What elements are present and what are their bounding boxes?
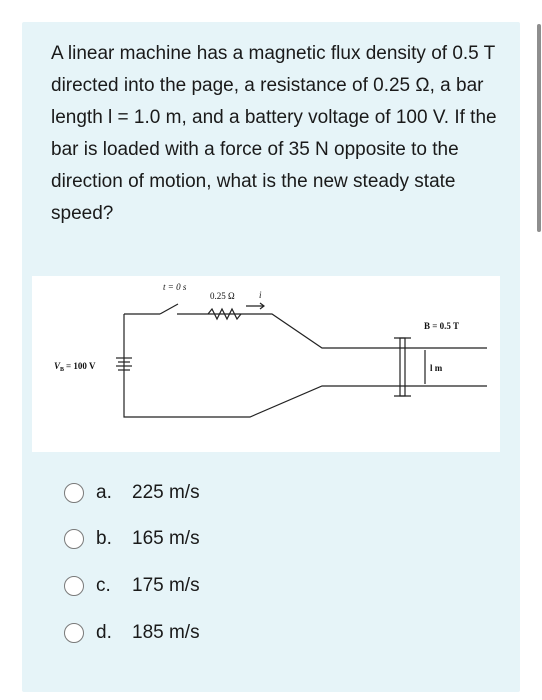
radio-button[interactable] [64,483,84,503]
battery-label: $V_B = 100$ V [54,361,96,373]
scrollbar[interactable] [537,24,541,232]
radio-button[interactable] [64,623,84,643]
question-text: A linear machine has a magnetic flux density of 0.5 T directed into the page, a resistance of 0.25 Ω, a bar length l = 1.0 m, and a battery voltage of 100 V. If the bar is loaded with a force of 35 N opposite to the direction of motion, what is the new steady state speed? [51,43,497,224]
length-label: l m [430,363,443,373]
option-b[interactable] [64,524,200,554]
circuit-diagram-svg [32,276,500,452]
option-text: 175 m/s [132,575,200,596]
option-a[interactable] [64,478,200,508]
option-d[interactable] [64,618,200,648]
field-label: B = 0.5 T [424,321,459,331]
option-letter: b. [96,528,112,549]
current-label: i [259,290,262,300]
resistor-label: 0.25 Ω [210,291,235,301]
moving-bar [400,338,405,396]
option-text: 225 m/s [132,482,200,503]
option-letter: c. [96,575,111,596]
circuit-diagram [32,276,500,452]
radio-button[interactable] [64,529,84,549]
switch-label: t = 0 s [163,282,187,292]
option-c[interactable] [64,571,200,601]
option-letter: a. [96,482,112,503]
option-text: 185 m/s [132,622,200,643]
switch-blade [160,304,178,314]
radio-button[interactable] [64,576,84,596]
option-letter: d. [96,622,112,643]
option-text: 165 m/s [132,528,200,549]
circuit-wire-top-right [244,314,376,348]
circuit-wire-bottom [124,314,376,417]
